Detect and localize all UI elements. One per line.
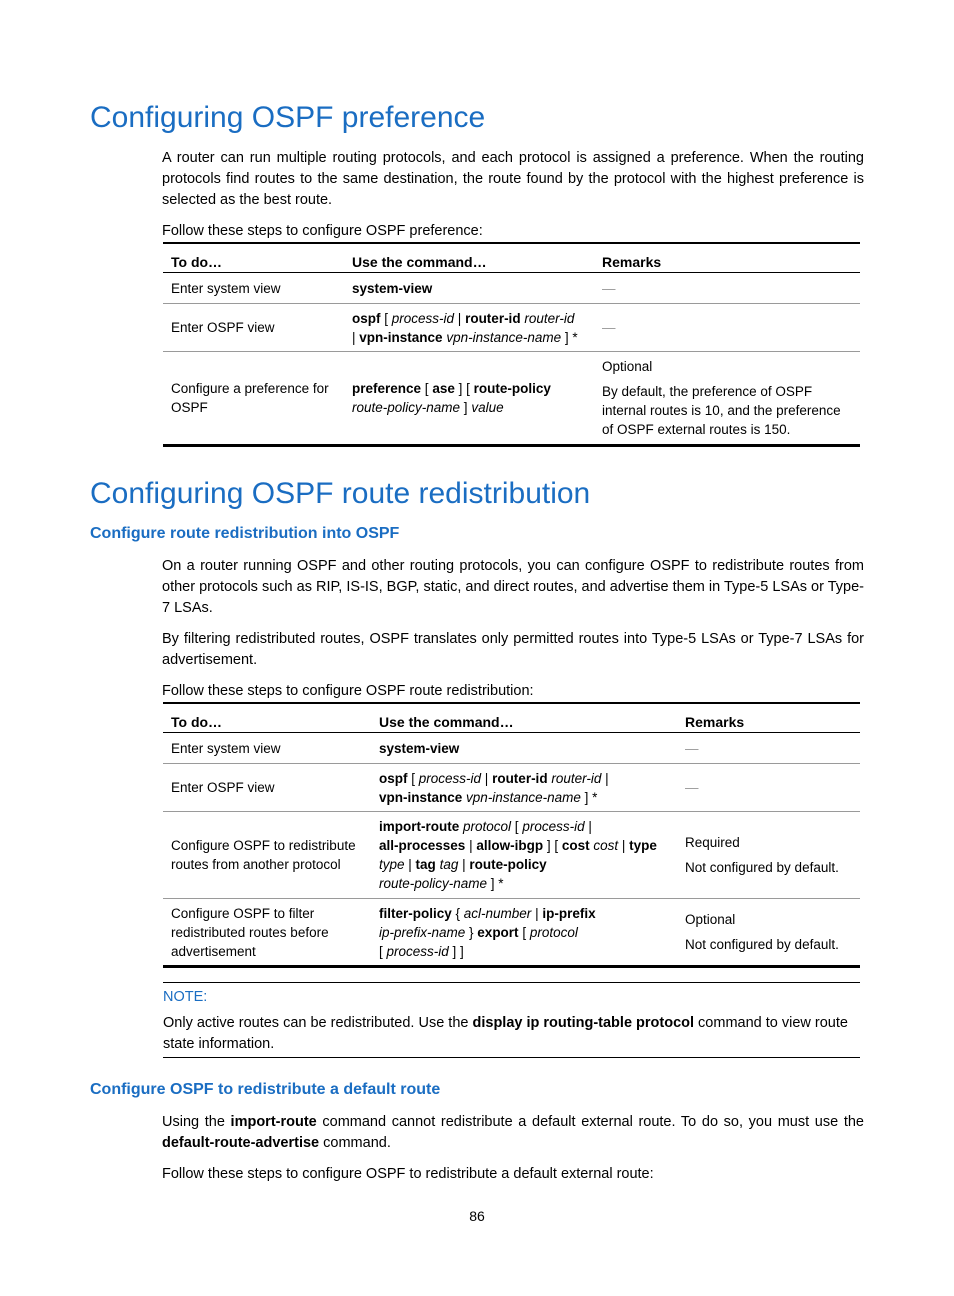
cell-command: system-view [344,273,594,304]
cell-remarks: — [677,733,860,764]
table-row [163,812,860,899]
page-number: 86 [469,1208,485,1224]
cell-todo: Configure OSPF to redistribute routes from another protocol [163,812,371,899]
subsection-title-redistribution: Configure route redistribution into OSPF [90,525,400,542]
section-title-preference: Configuring OSPF preference [90,101,486,134]
cell-todo: Enter system view [163,273,344,304]
subsection-title-default-route: Configure OSPF to redistribute a default route [90,1081,441,1098]
table-row [163,352,860,446]
table-row [163,764,860,812]
redistribution-steps-intro: Follow these steps to configure OSPF route redistribution: [162,683,534,699]
table-row [163,733,860,764]
cell-command: ospf [ process-id | router-id router-id | vpn-instance vpn-instance-name ] * [371,764,677,812]
redistribution-para-2: By filtering redistributed routes, OSPF translates only permitted routes into Type-5 LSAs or Type-7 LSAs for advertisement. [162,631,864,668]
header-todo: To do… [163,703,371,733]
header-remarks: Remarks [594,243,860,273]
note-text: Only active routes can be redistributed. Use the display ip routing-table protocol command to view route state information. [163,1015,848,1052]
cell-remarks: — [677,764,860,812]
cell-command: ospf [ process-id | router-id router-id | vpn-instance vpn-instance-name ] * [344,304,594,352]
cell-command: import-route protocol [ process-id | all-processes | allow-ibgp ] [ cost cost | type type | tag tag | route-policy route-policy-name ] * [371,812,677,899]
table-row [163,273,860,304]
default-route-para: Using the import-route command cannot redistribute a default external route. To do so, you must use the default-route-advertise command. [162,1114,864,1151]
section-title-redistribution: Configuring OSPF route redistribution [90,477,591,510]
header-command: Use the command… [371,703,677,733]
header-remarks: Remarks [677,703,860,733]
cell-command: filter-policy { acl-number | ip-prefix ip-prefix-name } export [ protocol [ process-id ] ] [371,899,677,967]
note-box [163,982,860,1058]
preference-steps-intro: Follow these steps to configure OSPF preference: [162,223,483,239]
cell-todo: Enter OSPF view [163,764,371,812]
cell-todo: Configure a preference for OSPF [163,352,344,446]
preference-intro: A router can run multiple routing protocols, and each protocol is assigned a preference. When the routing protocols find routes to the same destination, the route found by the protocol with the highest preference is selected as the best route. [162,150,864,208]
cell-todo: Configure OSPF to filter redistributed routes before advertisement [163,899,371,967]
table-header-row [163,703,860,733]
cell-todo: Enter system view [163,733,371,764]
cell-remarks: Required Not configured by default. [677,812,860,899]
cell-remarks: — [594,273,860,304]
cell-command: system-view [371,733,677,764]
cell-remarks: Optional Not configured by default. [677,899,860,967]
header-todo: To do… [163,243,344,273]
redistribution-command-table [163,702,860,968]
header-command: Use the command… [344,243,594,273]
preference-command-table [163,242,860,447]
default-route-steps-intro: Follow these steps to configure OSPF to redistribute a default external route: [162,1166,654,1182]
table-row [163,899,860,967]
cell-remarks: — [594,304,860,352]
redistribution-para-1: On a router running OSPF and other routing protocols, you can configure OSPF to redistribute routes from other protocols such as RIP, IS-IS, BGP, static, and direct routes, and advertise them in Type-5 LSAs or Type-7 LSAs. [162,558,864,616]
note-label: NOTE: [163,989,208,1005]
cell-remarks: Optional By default, the preference of OSPF internal routes is 10, and the preference of OSPF external routes is 150. [594,352,860,446]
cell-command: preference [ ase ] [ route-policy route-policy-name ] value [344,352,594,446]
table-row [163,304,860,352]
table-header-row [163,243,860,273]
cell-todo: Enter OSPF view [163,304,344,352]
